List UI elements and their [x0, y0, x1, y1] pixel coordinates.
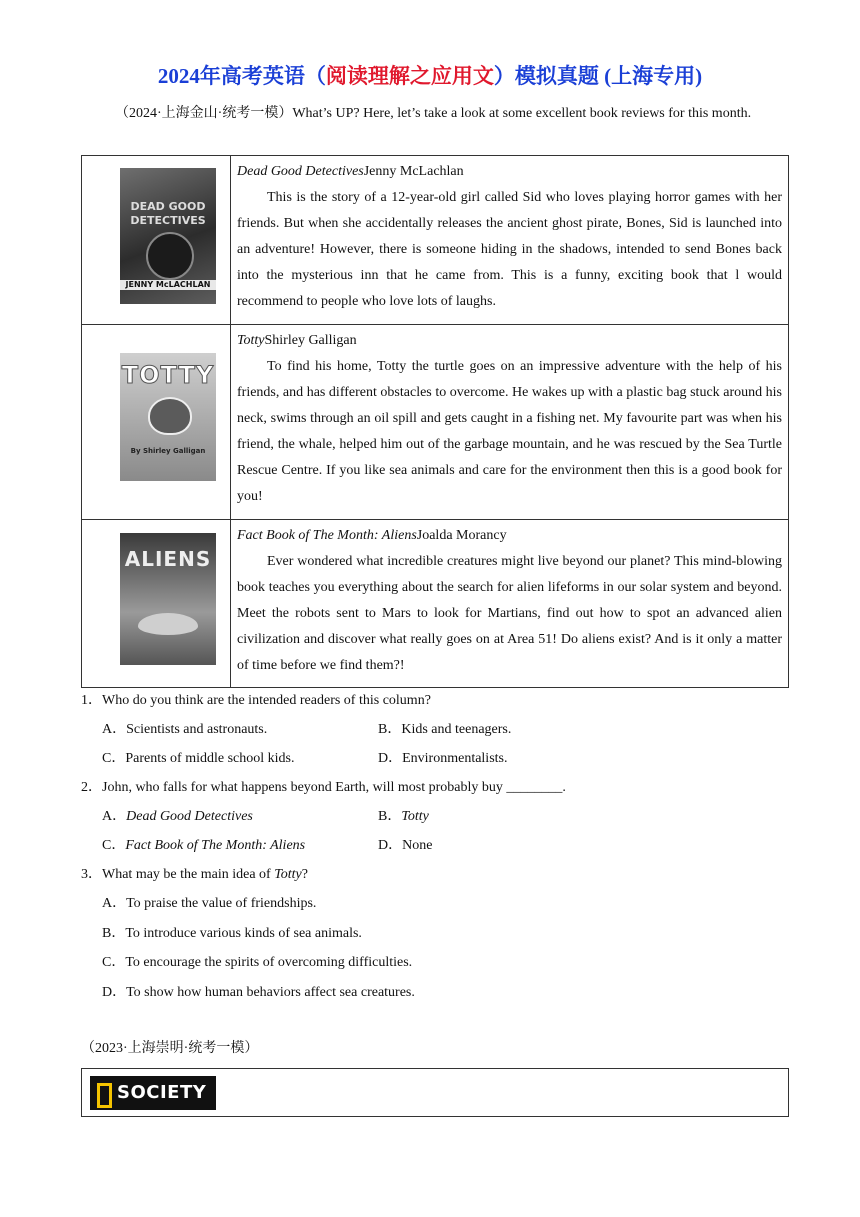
option-a[interactable]: A．Scientists and astronauts. [102, 722, 268, 737]
option-b[interactable] [378, 802, 429, 831]
option-c[interactable]: C．Parents of middle school kids. [102, 751, 295, 766]
option-letter: A． [102, 809, 127, 824]
book-author: Joalda Morancy [416, 528, 507, 543]
option-d[interactable]: D．None [378, 838, 433, 853]
title-part3: ）模拟真题 (上海专用) [493, 64, 703, 88]
logo-text: SOCIETY [117, 1082, 207, 1103]
option-letter: C． [102, 838, 126, 853]
book-cover-image [120, 533, 216, 665]
option-c[interactable] [102, 831, 378, 860]
review-paragraph: To find his home, Totty the turtle goes on an impressive adventure with the help of his friends, and has different obstacles to overcome. He wakes up with a plastic bag stuck around his neck, swims through an oil spill and gets caught in a fishing net. My favourite part was when his friend, the whale, helped him out of the garbage mountain, and he was rescued by the Sea Turtle Rescue Centre. If you like sea animals and care for the environment then this is a good book for you! [237, 359, 782, 504]
review-row [82, 325, 789, 520]
spaceship-illustration [138, 613, 198, 635]
review-paragraph: Ever wondered what incredible creatures might live beyond our planet? This mind-blowing book teaches you everything about the search for alien lifeforms in our solar system and beyond. Meet the robots sent to Mars to look for Martians, find out how to spot an advanced alien civilization and discover what really goes on at Area 51! Do aliens exist? And is it only a matter of time before we find them?! [237, 554, 782, 673]
option-text: Dead Good Detectives [126, 809, 253, 824]
book-author: Shirley Galligan [264, 333, 357, 348]
question-3 [81, 860, 789, 889]
cover-author: By Shirley Galligan [130, 447, 206, 455]
reviews-table [81, 155, 789, 688]
option-d[interactable]: D．Environmentalists. [378, 751, 508, 766]
options-row [81, 744, 789, 773]
title-highlight: 阅读理解之应用文 [325, 64, 494, 88]
book-title: Totty [237, 333, 265, 348]
cover-cell [82, 520, 231, 688]
option-c[interactable]: C．To encourage the spirits of overcoming difficulties. [102, 955, 413, 971]
question-end: ? [301, 867, 308, 882]
option-b[interactable]: B．To introduce various kinds of sea animals. [102, 925, 362, 941]
option-a[interactable] [102, 802, 378, 831]
question-italic: Totty [274, 867, 302, 882]
questions-section [81, 686, 789, 1007]
turtle-illustration [148, 397, 192, 435]
review-text-cell [231, 325, 789, 520]
option-d[interactable]: D．To show how human behaviors affect sea creatures. [102, 984, 415, 1000]
options-row [81, 802, 789, 831]
cover-author: JENNY McLACHLAN [120, 280, 216, 290]
cover-title: ALIENS [124, 547, 212, 571]
book-title: Dead Good Detectives [237, 164, 364, 179]
second-passage-source: （2023·上海崇明·统考一模） [81, 1041, 259, 1056]
cover-title: DEAD GOOD DETECTIVES [130, 200, 206, 227]
cover-cell [82, 156, 231, 325]
option-a[interactable]: A．To praise the value of friendships. [102, 896, 317, 911]
review-row [82, 156, 789, 325]
book-cover-image [120, 353, 216, 481]
question-2: 2．John, who falls for what happens beyond Earth, will most probably buy ________. [81, 780, 566, 795]
review-text-cell [231, 156, 789, 325]
ghost-illustration [146, 232, 194, 280]
options-row [81, 831, 789, 860]
option-text: Fact Book of The Month: Aliens [125, 838, 306, 853]
option-b[interactable]: B．Kids and teenagers. [378, 722, 512, 737]
cover-cell [82, 325, 231, 520]
society-banner [81, 1068, 789, 1117]
title-part1: 2024年高考英语（ [157, 64, 326, 88]
review-text-cell [231, 520, 789, 688]
society-logo [90, 1076, 216, 1110]
cover-title: TOTTY [121, 361, 215, 389]
book-author: Jenny McLachlan [363, 164, 464, 179]
review-paragraph: This is the story of a 12-year-old girl called Sid who loves playing horror games with her friends. But when she accidentally releases the ancient ghost pirate, Bones, Sid is launched into an adventure! However, there is someone hiding in the shadows, intended to send Bones back into the mysterious inn that he came from. This is a funny, exciting book that l would recommend to people who love lots of laughs. [237, 190, 782, 309]
option-text: Totty [401, 809, 429, 824]
options-row [81, 715, 789, 744]
intro-text: （2024·上海金山·统考一模）What’s UP? Here, let’s take a look at some excellent book reviews for this month. [115, 106, 752, 121]
question-text: 3．What may be the main idea of [81, 867, 275, 882]
option-letter: B． [378, 809, 402, 824]
book-cover-image [120, 168, 216, 304]
review-row [82, 520, 789, 688]
book-title: Fact Book of The Month: Aliens [237, 528, 417, 543]
question-1: 1．Who do you think are the intended readers of this column? [81, 693, 431, 708]
yellow-frame-icon [97, 1083, 112, 1108]
page-title [0, 60, 860, 90]
